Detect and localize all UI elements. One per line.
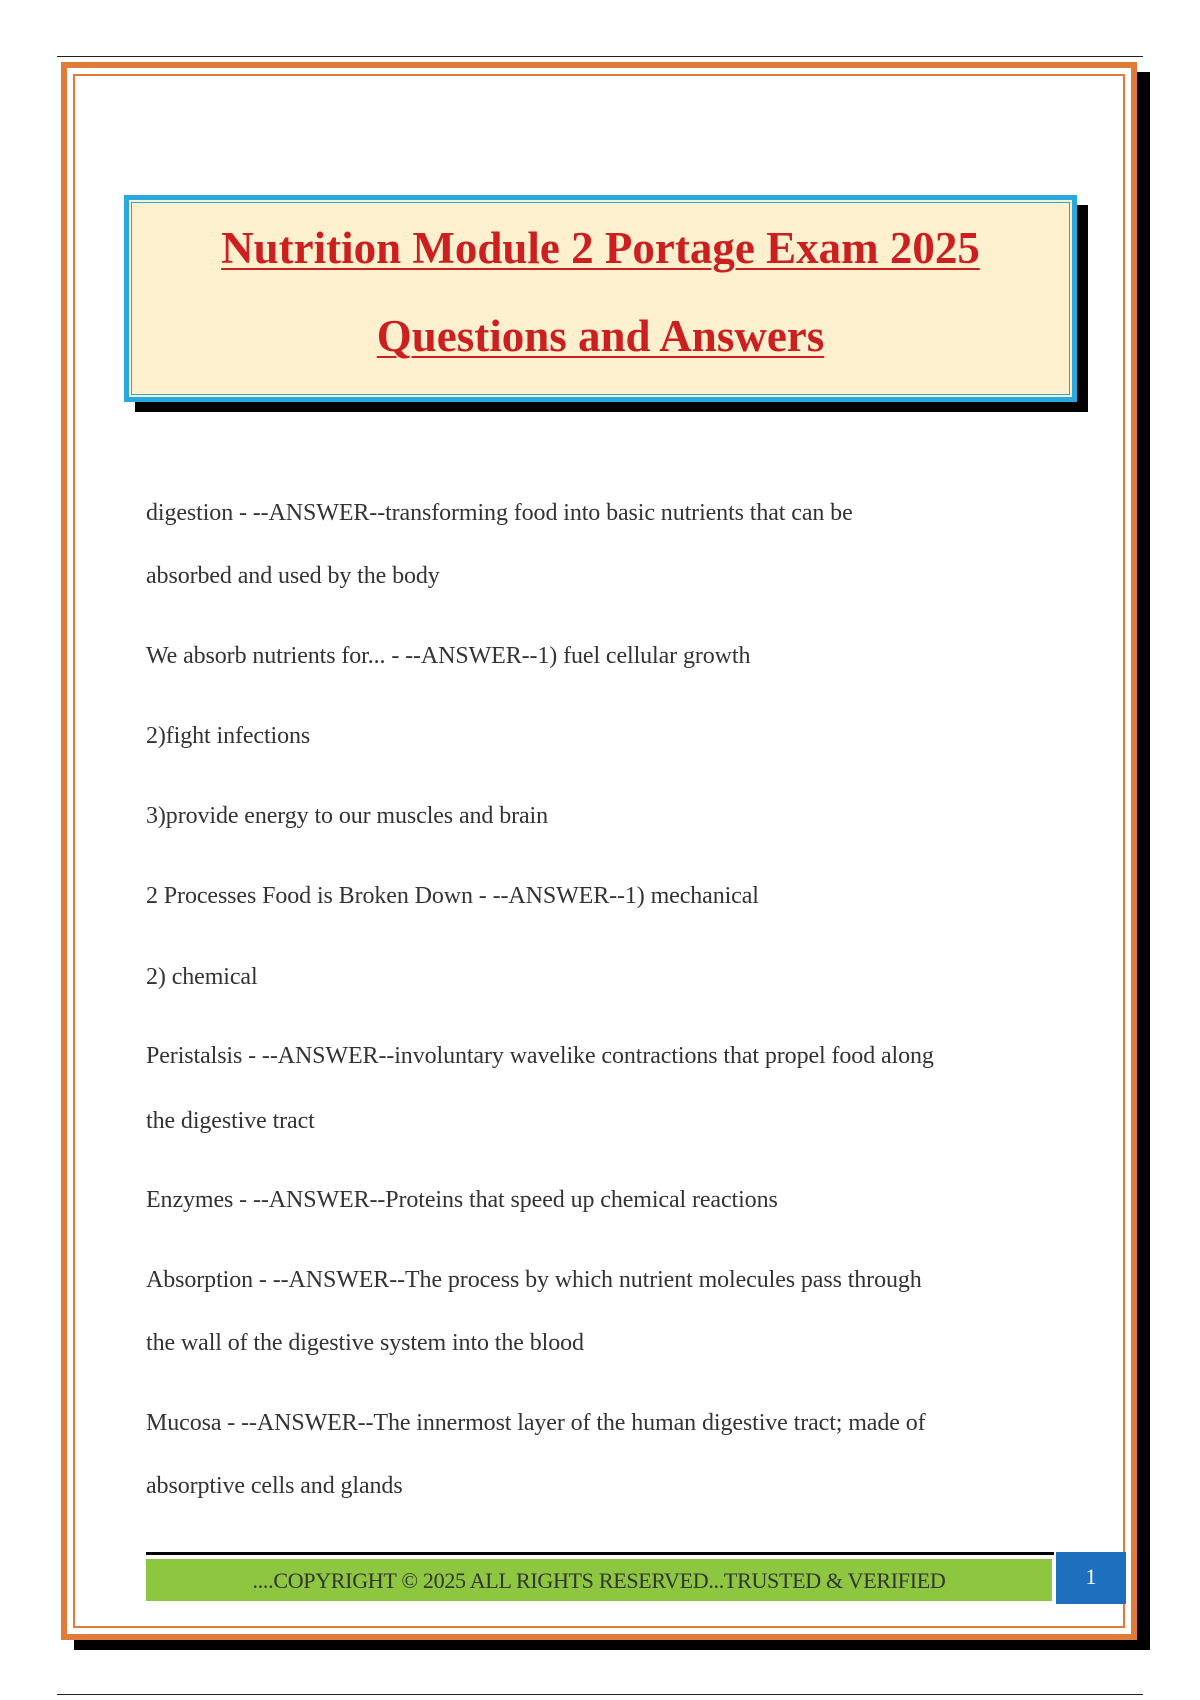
body-line: Peristalsis - --ANSWER--involuntary wavelike contractions that propel food along — [146, 1043, 934, 1069]
document-title-line-2: Questions and Answers — [376, 311, 825, 361]
body-line: 2)fight infections — [146, 723, 311, 749]
copyright-footer: ....COPYRIGHT © 2025 ALL RIGHTS RESERVED...TRUSTED & VERIFIED — [146, 1559, 1052, 1601]
body-line: Enzymes - --ANSWER--Proteins that speed up chemical reactions — [146, 1187, 778, 1213]
body-line: the wall of the digestive system into the blood — [146, 1330, 584, 1356]
body-line: the digestive tract — [146, 1108, 315, 1134]
body-line: 3)provide energy to our muscles and brain — [146, 803, 549, 829]
top-rule — [57, 56, 1143, 57]
body-line: 2) chemical — [146, 964, 258, 990]
body-line: 2 Processes Food is Broken Down - --ANSWER--1) mechanical — [146, 883, 759, 909]
body-line: Absorption - --ANSWER--The process by which nutrient molecules pass through — [146, 1267, 922, 1293]
body-line: digestion - --ANSWER--transforming food into basic nutrients that can be — [146, 500, 853, 526]
title-box — [124, 195, 1077, 402]
body-line: absorptive cells and glands — [146, 1473, 403, 1499]
bottom-rule — [57, 1694, 1143, 1695]
body-line: We absorb nutrients for... - --ANSWER--1) fuel cellular growth — [146, 643, 751, 669]
body-line: absorbed and used by the body — [146, 563, 440, 589]
page-number: 1 — [1056, 1552, 1126, 1604]
footer-rule — [146, 1552, 1054, 1555]
document-title-line-1: Nutrition Module 2 Portage Exam 2025 — [221, 223, 980, 273]
body-line: Mucosa - --ANSWER--The innermost layer of the human digestive tract; made of — [146, 1410, 926, 1436]
